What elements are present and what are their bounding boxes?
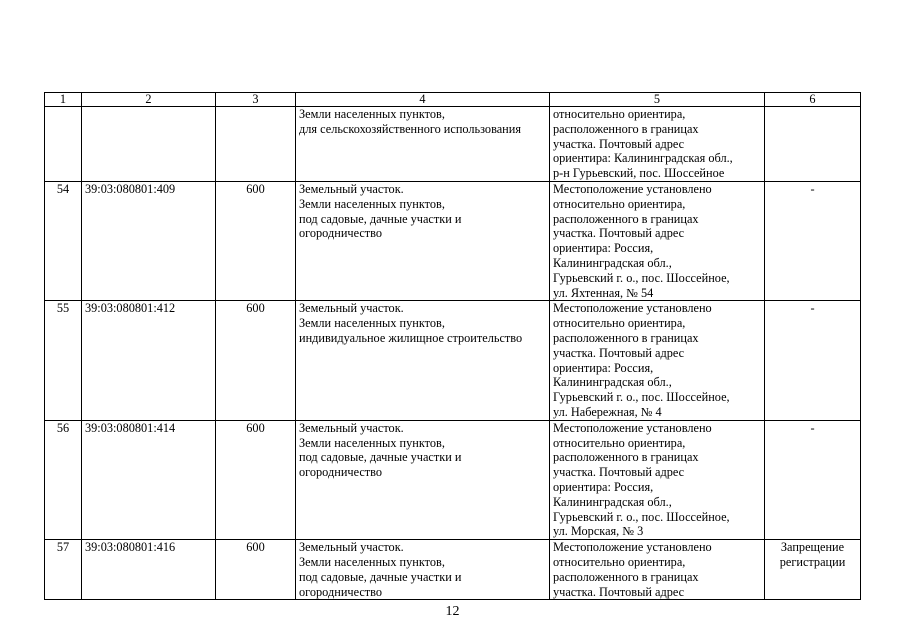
column-header: 3 [216, 93, 296, 107]
description-line: огородничество [299, 226, 383, 241]
column-header: 5 [550, 93, 765, 107]
description-line: под садовые, дачные участки и [299, 569, 462, 584]
cell-description [296, 181, 550, 300]
cell-cadastral-number: 39:03:080801:409 [82, 181, 216, 300]
description-line: Земли населенных пунктов, [299, 107, 445, 121]
description-line: Земли населенных пунктов, [299, 435, 445, 450]
column-header: 1 [45, 93, 82, 107]
table-row [45, 540, 861, 600]
description-line: Земельный участок. [299, 540, 404, 555]
location-line: Калининградская обл., [553, 375, 672, 390]
table-row [45, 420, 861, 539]
cell-description [296, 540, 550, 600]
description-line: огородничество [299, 465, 383, 480]
location-line: расположенного в границах [553, 330, 699, 345]
location-line: относительно ориентира, [553, 435, 686, 450]
cell-note [765, 107, 861, 182]
cell-number: 55 [45, 301, 82, 420]
location-line: расположенного в границах [553, 121, 699, 136]
land-plots-table [44, 92, 861, 600]
location-line: ориентира: Калининградская обл., [553, 151, 733, 166]
description-line: Земли населенных пунктов, [299, 554, 445, 569]
description-line: Земельный участок. [299, 301, 404, 316]
cell-location [550, 181, 765, 300]
cell-location [550, 540, 765, 600]
table-body [45, 107, 861, 600]
description-line: огородничество [299, 584, 383, 599]
table-header [45, 93, 861, 107]
header-row [45, 93, 861, 107]
cell-area: 600 [216, 540, 296, 600]
location-line: относительно ориентира, [553, 107, 686, 121]
page-number: 12 [445, 604, 460, 619]
location-line: ул. Морская, № 3 [553, 524, 644, 539]
cell-area: 600 [216, 301, 296, 420]
cell-cadastral-number: 39:03:080801:416 [82, 540, 216, 600]
column-header: 2 [82, 93, 216, 107]
location-line: участка. Почтовый адрес [553, 465, 685, 480]
location-line: участка. Почтовый адрес [553, 226, 685, 241]
location-line: участка. Почтовый адрес [553, 136, 685, 151]
location-line: Местоположение установлено [553, 420, 712, 435]
location-line: участка. Почтовый адрес [553, 345, 685, 360]
cell-cadastral-number: 39:03:080801:412 [82, 301, 216, 420]
description-line: Земельный участок. [299, 420, 404, 435]
location-line: ориентира: Россия, [553, 241, 654, 256]
location-line: относительно ориентира, [553, 554, 686, 569]
column-header: 4 [296, 93, 550, 107]
description-line: Земли населенных пунктов, [299, 316, 445, 331]
cell-cadastral-number [82, 107, 216, 182]
description-line: индивидуальное жилищное строительство [299, 330, 523, 345]
description-line: для сельскохозяйственного использования [299, 121, 522, 136]
location-line: участка. Почтовый адрес [553, 584, 685, 599]
table-row [45, 181, 861, 300]
location-line: Гурьевский г. о., пос. Шоссейное, [553, 509, 730, 524]
cell-note: - [765, 181, 861, 300]
description-line: под садовые, дачные участки и [299, 450, 462, 465]
location-line: р-н Гурьевский, пос. Шоссейное [553, 166, 725, 181]
cell-location [550, 301, 765, 420]
cell-note: - [765, 420, 861, 539]
cell-description [296, 107, 550, 182]
cell-note: - [765, 301, 861, 420]
cell-area: 600 [216, 420, 296, 539]
cell-description [296, 301, 550, 420]
location-line: относительно ориентира, [553, 316, 686, 331]
cell-area [216, 107, 296, 182]
cell-number: 57 [45, 540, 82, 600]
location-line: Местоположение установлено [553, 181, 712, 196]
location-line: Гурьевский г. о., пос. Шоссейное, [553, 270, 730, 285]
cell-note: Запрещение регистрации [765, 540, 861, 600]
cell-area: 600 [216, 181, 296, 300]
location-line: Калининградская обл., [553, 255, 672, 270]
description-line: Земельный участок. [299, 181, 404, 196]
location-line: Гурьевский г. о., пос. Шоссейное, [553, 390, 730, 405]
location-line: относительно ориентира, [553, 196, 686, 211]
location-line: расположенного в границах [553, 450, 699, 465]
location-line: ориентира: Россия, [553, 360, 654, 375]
column-header: 6 [765, 93, 861, 107]
description-line: под садовые, дачные участки и [299, 211, 462, 226]
cell-number: 56 [45, 420, 82, 539]
cell-location [550, 107, 765, 182]
location-line: расположенного в границах [553, 211, 699, 226]
location-line: ул. Набережная, № 4 [553, 404, 662, 419]
location-line: ул. Яхтенная, № 54 [553, 285, 654, 300]
location-line: расположенного в границах [553, 569, 699, 584]
location-line: Местоположение установлено [553, 301, 712, 316]
location-line: Калининградская обл., [553, 494, 672, 509]
location-line: Местоположение установлено [553, 540, 712, 555]
table-row [45, 301, 861, 420]
table-row-continuation [45, 107, 861, 182]
description-line: Земли населенных пунктов, [299, 196, 445, 211]
cell-number: 54 [45, 181, 82, 300]
cell-cadastral-number: 39:03:080801:414 [82, 420, 216, 539]
cell-number [45, 107, 82, 182]
location-line: ориентира: Россия, [553, 479, 654, 494]
cell-location [550, 420, 765, 539]
cell-description [296, 420, 550, 539]
